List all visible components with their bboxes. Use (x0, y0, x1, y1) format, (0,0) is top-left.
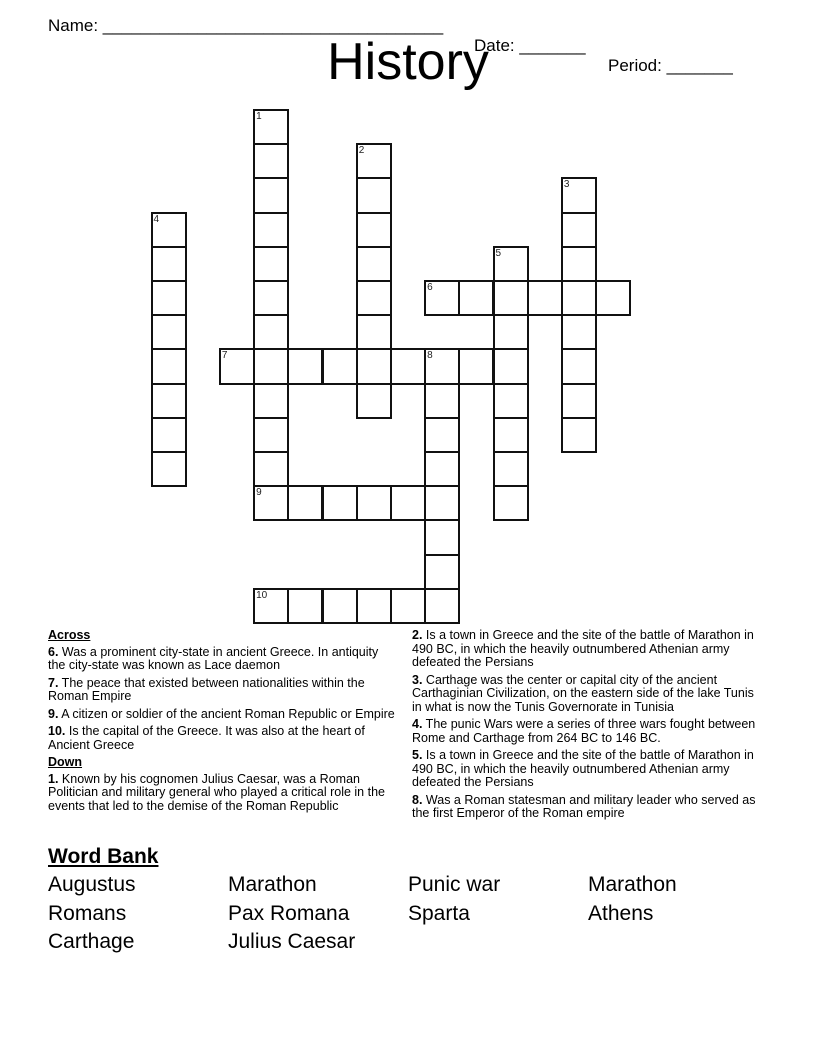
clue-item (48, 725, 398, 752)
crossword-cell[interactable] (253, 280, 289, 316)
clue-number-label: 1. (48, 771, 59, 786)
crossword-cell[interactable] (322, 588, 358, 624)
crossword-cell[interactable] (356, 143, 392, 179)
crossword-cell[interactable] (151, 212, 187, 248)
crossword-cell[interactable] (493, 280, 529, 316)
crossword-cell[interactable] (424, 383, 460, 419)
clue-number-label: 4. (412, 717, 423, 731)
crossword-cell[interactable] (424, 519, 460, 555)
crossword-cell[interactable] (356, 383, 392, 419)
clue-item (412, 718, 762, 745)
clue-text: Is the capital of the Greece. It was also at the heart of Ancient Greece (48, 724, 365, 752)
crossword-cell[interactable] (253, 212, 289, 248)
name-field-label[interactable]: Name: ____________________________________ (48, 16, 444, 35)
clue-text: Is a town in Greece and the site of the battle of Marathon in 490 BC, in which the heavily outnumbered Athenian army defeated the Persians (412, 748, 754, 789)
across-clue-list (48, 646, 398, 753)
crossword-cell[interactable] (322, 485, 358, 521)
clue-item (412, 794, 762, 821)
clue-number: 9 (256, 487, 262, 499)
clue-number: 2 (358, 145, 365, 157)
crossword-cell[interactable] (253, 143, 289, 179)
down-clue-list-continued (412, 629, 762, 821)
crossword-cell[interactable] (151, 451, 187, 487)
crossword-cell[interactable] (561, 417, 597, 453)
crossword-cell[interactable] (253, 109, 289, 145)
clues-left-column (48, 629, 398, 817)
clue-number: 8 (427, 350, 433, 362)
clue-number: 3 (563, 179, 570, 191)
word-bank-title: Word Bank (48, 845, 159, 868)
clue-item (48, 708, 398, 722)
crossword-cell[interactable] (561, 280, 597, 316)
clue-text: Was a prominent city-state in ancient Greece. In antiquity the city-state was known as Lace daemon (48, 644, 379, 672)
word-bank-item: Augustus (48, 873, 136, 896)
crossword-cell[interactable] (322, 348, 358, 384)
clue-number-label: 8. (412, 792, 423, 807)
crossword-cell[interactable] (493, 314, 529, 350)
crossword-cell[interactable] (595, 280, 631, 316)
crossword-cell[interactable] (356, 246, 392, 282)
word-bank-item: Marathon (228, 873, 317, 896)
crossword-cell[interactable] (287, 348, 323, 384)
clue-number-label: 5. (412, 748, 423, 762)
clue-number: 7 (221, 350, 228, 362)
crossword-cell[interactable] (424, 417, 460, 453)
crossword-cell[interactable] (424, 348, 460, 384)
date-field-label[interactable]: Date: _______ (474, 36, 586, 55)
clue-number-label: 2. (412, 628, 423, 642)
clue-number-label: 3. (412, 672, 423, 687)
crossword-cell[interactable] (253, 348, 289, 384)
crossword-cell[interactable] (493, 485, 529, 521)
clue-text: Was a Roman statesman and military leader who served as the first Emperor of the Roman empire (412, 792, 756, 820)
page-title: History (327, 33, 489, 91)
crossword-cell[interactable] (561, 212, 597, 248)
crossword-cell[interactable] (561, 314, 597, 350)
crossword-cell[interactable] (287, 485, 323, 521)
crossword-cell[interactable] (356, 485, 392, 521)
crossword-cell[interactable] (458, 280, 494, 316)
clue-number: 10 (256, 589, 268, 601)
crossword-cell[interactable] (253, 451, 289, 487)
clue-text: The peace that existed between nationalities within the Roman Empire (48, 675, 365, 703)
crossword-cell[interactable] (424, 588, 460, 624)
crossword-cell[interactable] (151, 314, 187, 350)
clue-item (48, 646, 398, 673)
clue-number-label: 9. (48, 706, 59, 721)
crossword-cell[interactable] (253, 314, 289, 350)
down-heading: Down (48, 755, 83, 769)
crossword-cell[interactable] (253, 588, 289, 624)
clue-item (48, 677, 398, 704)
crossword-cell[interactable] (390, 588, 426, 624)
crossword-cell[interactable] (219, 348, 255, 384)
clue-number: 1 (256, 111, 262, 122)
crossword-cell[interactable] (151, 383, 187, 419)
clue-number: 6 (427, 282, 433, 293)
crossword-cell[interactable] (356, 314, 392, 350)
crossword-cell[interactable] (493, 348, 529, 384)
crossword-cell[interactable] (527, 280, 563, 316)
clue-item (48, 773, 398, 814)
crossword-cell[interactable] (253, 177, 289, 213)
clue-item (412, 674, 762, 715)
crossword-cell[interactable] (253, 417, 289, 453)
crossword-cell[interactable] (253, 485, 289, 521)
crossword-cell[interactable] (424, 280, 460, 316)
word-bank-item: Julius Caesar (228, 930, 356, 953)
clues-right-column (412, 629, 762, 825)
clue-text: Carthage was the center or capital city of the ancient Carthaginian Civilization, on the eastern side of the lake Tunis in what is now the Tunis Governorate in Tunisia (412, 672, 754, 714)
word-bank-item: Pax Romana (228, 901, 350, 925)
clue-text: A citizen or soldier of the ancient Roman Republic or Empire (58, 706, 395, 721)
crossword-cell[interactable] (151, 246, 187, 282)
crossword-cell[interactable] (356, 212, 392, 248)
clue-text: Known by his cognomen Julius Caesar, was a Roman Politician and military general who played a critical role in the events that led to the demise of the Roman Republic (48, 771, 385, 813)
crossword-cell[interactable] (424, 451, 460, 487)
crossword-cell[interactable] (287, 588, 323, 624)
clue-text: Is a town in Greece and the site of the battle of Marathon in 490 BC, in which the heavily outnumbered Athenian army defeated the Persians (412, 628, 754, 669)
crossword-cell[interactable] (493, 417, 529, 453)
crossword-cell[interactable] (493, 451, 529, 487)
across-heading: Across (48, 628, 91, 642)
clue-number-label: 6. (48, 644, 59, 659)
crossword-cell[interactable] (151, 348, 187, 384)
crossword-cell[interactable] (390, 485, 426, 521)
clue-item (412, 749, 762, 790)
crossword-cell[interactable] (561, 246, 597, 282)
word-bank-item: Punic war (408, 873, 501, 896)
clue-number: 4 (153, 213, 160, 225)
crossword-cell[interactable] (493, 246, 529, 282)
clue-number-label: 10. (48, 724, 66, 738)
crossword-cell[interactable] (151, 280, 187, 316)
word-bank-item: Sparta (408, 901, 470, 925)
crossword-cell[interactable] (561, 348, 597, 384)
period-field-label[interactable]: Period: _______ (608, 56, 733, 75)
word-bank-item: Athens (588, 901, 654, 925)
down-clue-list (48, 773, 398, 814)
word-bank-item: Carthage (48, 930, 135, 953)
crossword-cell[interactable] (253, 246, 289, 282)
crossword-cell[interactable] (493, 383, 529, 419)
word-bank-item: Romans (48, 901, 127, 925)
crossword-cell[interactable] (356, 280, 392, 316)
crossword-cell[interactable] (458, 348, 494, 384)
crossword-cell[interactable] (561, 177, 597, 213)
word-bank-item: Marathon (588, 873, 677, 896)
clue-text: The punic Wars were a series of three wars fought between Rome and Carthage from 264 BC to 146 BC. (412, 717, 756, 745)
clue-number-label: 7. (48, 675, 59, 690)
crossword-cell[interactable] (356, 348, 392, 384)
crossword-cell[interactable] (356, 588, 392, 624)
crossword-cell[interactable] (253, 383, 289, 419)
crossword-cell[interactable] (390, 348, 426, 384)
crossword-cell[interactable] (424, 485, 460, 521)
crossword-cell[interactable] (561, 383, 597, 419)
clue-item (412, 629, 762, 670)
clue-number: 5 (495, 247, 502, 259)
word-bank (48, 872, 768, 955)
crossword-cell[interactable] (151, 417, 187, 453)
crossword-cell[interactable] (424, 554, 460, 590)
crossword-cell[interactable] (356, 177, 392, 213)
